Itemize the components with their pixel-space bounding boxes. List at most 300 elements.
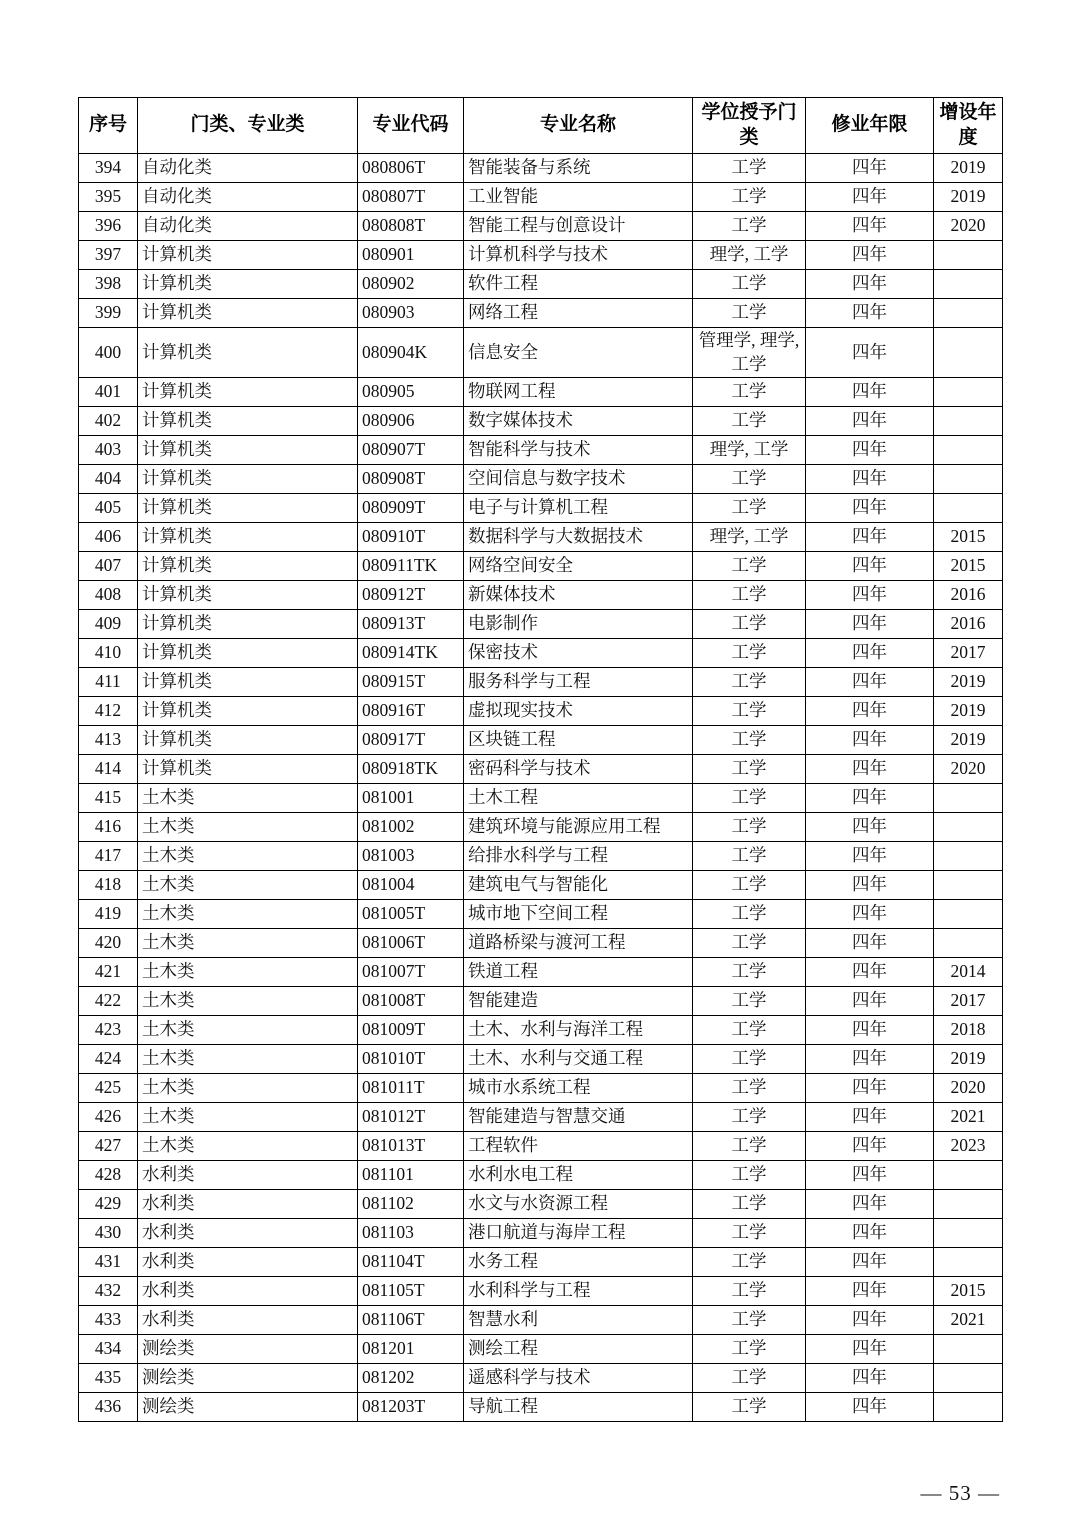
cell-index: 394: [79, 154, 138, 183]
cell-major-name: 空间信息与数字技术: [464, 465, 693, 494]
cell-category: 计算机类: [138, 755, 358, 784]
cell-study-years: 四年: [806, 755, 934, 784]
cell-category: 计算机类: [138, 328, 358, 378]
cell-year-added: 2023: [934, 1132, 1003, 1161]
column-header-index: 序号: [79, 98, 138, 154]
table-row: [79, 1190, 1003, 1219]
cell-major-name: 测绘工程: [464, 1335, 693, 1364]
table-row: [79, 183, 1003, 212]
cell-category: 计算机类: [138, 552, 358, 581]
page-number: — 53 —: [920, 1481, 1000, 1505]
cell-major-code: 080806T: [358, 154, 464, 183]
cell-major-code: 081004: [358, 871, 464, 900]
cell-year-added: 2014: [934, 958, 1003, 987]
cell-major-code: 080901: [358, 241, 464, 270]
cell-degree-category: 工学: [693, 1016, 806, 1045]
cell-study-years: 四年: [806, 1248, 934, 1277]
cell-index: 420: [79, 929, 138, 958]
table-row: [79, 1335, 1003, 1364]
cell-year-added: [934, 871, 1003, 900]
cell-category: 水利类: [138, 1161, 358, 1190]
cell-study-years: 四年: [806, 871, 934, 900]
cell-major-name: 水利水电工程: [464, 1161, 693, 1190]
cell-degree-category: 工学: [693, 1045, 806, 1074]
cell-study-years: 四年: [806, 494, 934, 523]
cell-category: 计算机类: [138, 378, 358, 407]
cell-major-name: 区块链工程: [464, 726, 693, 755]
table-row: [79, 668, 1003, 697]
cell-index: 427: [79, 1132, 138, 1161]
cell-index: 428: [79, 1161, 138, 1190]
cell-category: 土木类: [138, 871, 358, 900]
cell-index: 421: [79, 958, 138, 987]
cell-category: 计算机类: [138, 581, 358, 610]
cell-major-code: 080912T: [358, 581, 464, 610]
cell-degree-category: 管理学, 理学, 工学: [693, 328, 806, 378]
cell-index: 401: [79, 378, 138, 407]
cell-degree-category: 工学: [693, 1306, 806, 1335]
cell-study-years: 四年: [806, 697, 934, 726]
cell-degree-category: 工学: [693, 610, 806, 639]
cell-year-added: 2019: [934, 1045, 1003, 1074]
cell-index: 417: [79, 842, 138, 871]
cell-study-years: 四年: [806, 1393, 934, 1422]
cell-major-name: 智能建造: [464, 987, 693, 1016]
cell-index: 413: [79, 726, 138, 755]
cell-major-code: 080908T: [358, 465, 464, 494]
cell-category: 水利类: [138, 1219, 358, 1248]
table-row: [79, 299, 1003, 328]
cell-study-years: 四年: [806, 842, 934, 871]
cell-category: 水利类: [138, 1277, 358, 1306]
cell-major-name: 道路桥梁与渡河工程: [464, 929, 693, 958]
table-header: [79, 98, 1003, 154]
cell-category: 土木类: [138, 842, 358, 871]
cell-degree-category: 工学: [693, 987, 806, 1016]
cell-year-added: [934, 1364, 1003, 1393]
cell-major-name: 城市水系统工程: [464, 1074, 693, 1103]
cell-index: 396: [79, 212, 138, 241]
table-row: [79, 465, 1003, 494]
cell-year-added: 2015: [934, 523, 1003, 552]
cell-degree-category: 工学: [693, 1190, 806, 1219]
cell-study-years: 四年: [806, 726, 934, 755]
cell-year-added: [934, 299, 1003, 328]
cell-study-years: 四年: [806, 1190, 934, 1219]
cell-degree-category: 工学: [693, 1335, 806, 1364]
cell-degree-category: 工学: [693, 581, 806, 610]
cell-major-code: 080915T: [358, 668, 464, 697]
cell-category: 自动化类: [138, 183, 358, 212]
cell-major-name: 遥感科学与技术: [464, 1364, 693, 1393]
cell-major-code: 080807T: [358, 183, 464, 212]
cell-major-name: 智能装备与系统: [464, 154, 693, 183]
cell-index: 419: [79, 900, 138, 929]
cell-year-added: [934, 241, 1003, 270]
cell-category: 土木类: [138, 1045, 358, 1074]
cell-category: 计算机类: [138, 241, 358, 270]
cell-study-years: 四年: [806, 1335, 934, 1364]
cell-major-name: 虚拟现实技术: [464, 697, 693, 726]
cell-major-code: 081101: [358, 1161, 464, 1190]
table-row: [79, 1248, 1003, 1277]
cell-major-code: 080905: [358, 378, 464, 407]
cell-degree-category: 工学: [693, 1364, 806, 1393]
cell-degree-category: 工学: [693, 1277, 806, 1306]
cell-major-code: 080904K: [358, 328, 464, 378]
cell-year-added: 2019: [934, 668, 1003, 697]
cell-index: 430: [79, 1219, 138, 1248]
cell-major-code: 081104T: [358, 1248, 464, 1277]
cell-degree-category: 工学: [693, 494, 806, 523]
table-row: [79, 842, 1003, 871]
table-row: [79, 755, 1003, 784]
cell-study-years: 四年: [806, 328, 934, 378]
cell-degree-category: 工学: [693, 1132, 806, 1161]
cell-index: 422: [79, 987, 138, 1016]
column-header-degree-category: 学位授予门类: [693, 98, 806, 154]
cell-degree-category: 工学: [693, 299, 806, 328]
cell-category: 自动化类: [138, 154, 358, 183]
cell-category: 土木类: [138, 987, 358, 1016]
table-body: [79, 154, 1003, 1422]
cell-year-added: [934, 784, 1003, 813]
cell-year-added: 2016: [934, 581, 1003, 610]
cell-index: 404: [79, 465, 138, 494]
cell-degree-category: 理学, 工学: [693, 523, 806, 552]
cell-study-years: 四年: [806, 378, 934, 407]
cell-year-added: 2017: [934, 987, 1003, 1016]
cell-degree-category: 工学: [693, 755, 806, 784]
cell-degree-category: 工学: [693, 929, 806, 958]
cell-major-code: 081011T: [358, 1074, 464, 1103]
cell-study-years: 四年: [806, 552, 934, 581]
cell-major-name: 土木工程: [464, 784, 693, 813]
cell-category: 计算机类: [138, 639, 358, 668]
cell-year-added: [934, 436, 1003, 465]
cell-study-years: 四年: [806, 987, 934, 1016]
cell-index: 409: [79, 610, 138, 639]
cell-year-added: [934, 1335, 1003, 1364]
cell-degree-category: 工学: [693, 1103, 806, 1132]
cell-major-code: 081203T: [358, 1393, 464, 1422]
table-row: [79, 784, 1003, 813]
cell-index: 399: [79, 299, 138, 328]
cell-study-years: 四年: [806, 639, 934, 668]
cell-index: 412: [79, 697, 138, 726]
cell-category: 土木类: [138, 900, 358, 929]
cell-degree-category: 工学: [693, 958, 806, 987]
cell-category: 测绘类: [138, 1393, 358, 1422]
cell-degree-category: 工学: [693, 842, 806, 871]
cell-major-name: 建筑环境与能源应用工程: [464, 813, 693, 842]
cell-category: 计算机类: [138, 465, 358, 494]
cell-category: 计算机类: [138, 726, 358, 755]
table-row: [79, 1393, 1003, 1422]
cell-index: 403: [79, 436, 138, 465]
cell-degree-category: 工学: [693, 378, 806, 407]
cell-major-name: 网络工程: [464, 299, 693, 328]
cell-study-years: 四年: [806, 299, 934, 328]
column-header-major-code: 专业代码: [358, 98, 464, 154]
table-row: [79, 1364, 1003, 1393]
cell-index: 402: [79, 407, 138, 436]
cell-study-years: 四年: [806, 1306, 934, 1335]
cell-study-years: 四年: [806, 929, 934, 958]
table-row: [79, 1045, 1003, 1074]
cell-major-name: 导航工程: [464, 1393, 693, 1422]
table-row: [79, 1277, 1003, 1306]
table-row: [79, 639, 1003, 668]
cell-category: 水利类: [138, 1248, 358, 1277]
cell-major-name: 数字媒体技术: [464, 407, 693, 436]
cell-major-name: 智慧水利: [464, 1306, 693, 1335]
cell-index: 410: [79, 639, 138, 668]
table-row: [79, 813, 1003, 842]
table-row: [79, 1016, 1003, 1045]
cell-major-name: 土木、水利与海洋工程: [464, 1016, 693, 1045]
table-row: [79, 212, 1003, 241]
cell-study-years: 四年: [806, 581, 934, 610]
cell-index: 405: [79, 494, 138, 523]
cell-study-years: 四年: [806, 1132, 934, 1161]
cell-index: 416: [79, 813, 138, 842]
cell-degree-category: 工学: [693, 1248, 806, 1277]
table-row: [79, 1132, 1003, 1161]
cell-year-added: 2020: [934, 755, 1003, 784]
cell-major-name: 给排水科学与工程: [464, 842, 693, 871]
cell-category: 测绘类: [138, 1364, 358, 1393]
cell-year-added: 2016: [934, 610, 1003, 639]
cell-year-added: [934, 465, 1003, 494]
cell-study-years: 四年: [806, 900, 934, 929]
cell-major-name: 土木、水利与交通工程: [464, 1045, 693, 1074]
cell-degree-category: 工学: [693, 154, 806, 183]
cell-category: 计算机类: [138, 270, 358, 299]
cell-degree-category: 理学, 工学: [693, 436, 806, 465]
cell-category: 土木类: [138, 958, 358, 987]
cell-degree-category: 工学: [693, 1074, 806, 1103]
cell-index: 411: [79, 668, 138, 697]
cell-year-added: [934, 270, 1003, 299]
cell-major-code: 081007T: [358, 958, 464, 987]
cell-year-added: [934, 929, 1003, 958]
cell-major-code: 081202: [358, 1364, 464, 1393]
cell-year-added: [934, 1393, 1003, 1422]
cell-year-added: [934, 900, 1003, 929]
cell-study-years: 四年: [806, 183, 934, 212]
table-row: [79, 871, 1003, 900]
cell-major-code: 080913T: [358, 610, 464, 639]
cell-category: 计算机类: [138, 523, 358, 552]
cell-index: 424: [79, 1045, 138, 1074]
cell-major-code: 081010T: [358, 1045, 464, 1074]
cell-major-code: 081009T: [358, 1016, 464, 1045]
cell-degree-category: 工学: [693, 1393, 806, 1422]
cell-index: 395: [79, 183, 138, 212]
cell-degree-category: 工学: [693, 871, 806, 900]
cell-major-name: 工业智能: [464, 183, 693, 212]
cell-year-added: 2019: [934, 154, 1003, 183]
cell-category: 计算机类: [138, 436, 358, 465]
cell-index: 423: [79, 1016, 138, 1045]
cell-major-code: 080911TK: [358, 552, 464, 581]
cell-major-name: 智能建造与智慧交通: [464, 1103, 693, 1132]
cell-major-code: 081003: [358, 842, 464, 871]
cell-study-years: 四年: [806, 813, 934, 842]
cell-index: 436: [79, 1393, 138, 1422]
cell-year-added: 2018: [934, 1016, 1003, 1045]
cell-year-added: [934, 328, 1003, 378]
cell-major-name: 物联网工程: [464, 378, 693, 407]
cell-index: 414: [79, 755, 138, 784]
cell-major-name: 保密技术: [464, 639, 693, 668]
table-row: [79, 552, 1003, 581]
table-row: [79, 726, 1003, 755]
cell-study-years: 四年: [806, 270, 934, 299]
cell-major-name: 信息安全: [464, 328, 693, 378]
cell-degree-category: 理学, 工学: [693, 241, 806, 270]
table-row: [79, 328, 1003, 378]
column-header-major-name: 专业名称: [464, 98, 693, 154]
cell-category: 土木类: [138, 813, 358, 842]
cell-year-added: [934, 494, 1003, 523]
cell-index: 429: [79, 1190, 138, 1219]
cell-year-added: 2019: [934, 726, 1003, 755]
cell-year-added: 2020: [934, 1074, 1003, 1103]
cell-study-years: 四年: [806, 668, 934, 697]
cell-year-added: [934, 842, 1003, 871]
cell-category: 计算机类: [138, 299, 358, 328]
cell-degree-category: 工学: [693, 552, 806, 581]
cell-major-code: 081106T: [358, 1306, 464, 1335]
cell-index: 432: [79, 1277, 138, 1306]
cell-category: 自动化类: [138, 212, 358, 241]
cell-major-code: 080918TK: [358, 755, 464, 784]
cell-major-code: 080916T: [358, 697, 464, 726]
cell-major-name: 铁道工程: [464, 958, 693, 987]
cell-degree-category: 工学: [693, 1219, 806, 1248]
cell-degree-category: 工学: [693, 270, 806, 299]
cell-degree-category: 工学: [693, 813, 806, 842]
cell-year-added: 2019: [934, 697, 1003, 726]
cell-index: 415: [79, 784, 138, 813]
cell-degree-category: 工学: [693, 784, 806, 813]
cell-category: 计算机类: [138, 668, 358, 697]
column-header-study-years: 修业年限: [806, 98, 934, 154]
cell-study-years: 四年: [806, 523, 934, 552]
majors-catalog-table: [78, 97, 1003, 1422]
cell-major-code: 080914TK: [358, 639, 464, 668]
cell-major-code: 081201: [358, 1335, 464, 1364]
table-row: [79, 958, 1003, 987]
cell-major-code: 080808T: [358, 212, 464, 241]
cell-index: 408: [79, 581, 138, 610]
cell-study-years: 四年: [806, 154, 934, 183]
column-header-category: 门类、专业类: [138, 98, 358, 154]
cell-major-code: 081105T: [358, 1277, 464, 1306]
cell-degree-category: 工学: [693, 212, 806, 241]
cell-major-name: 工程软件: [464, 1132, 693, 1161]
cell-major-code: 080910T: [358, 523, 464, 552]
cell-category: 计算机类: [138, 697, 358, 726]
cell-category: 土木类: [138, 1132, 358, 1161]
cell-index: 434: [79, 1335, 138, 1364]
table-row: [79, 1161, 1003, 1190]
table-row: [79, 1306, 1003, 1335]
cell-major-name: 智能工程与创意设计: [464, 212, 693, 241]
cell-degree-category: 工学: [693, 726, 806, 755]
cell-major-name: 密码科学与技术: [464, 755, 693, 784]
cell-major-code: 081001: [358, 784, 464, 813]
cell-category: 计算机类: [138, 610, 358, 639]
cell-study-years: 四年: [806, 212, 934, 241]
cell-major-code: 081006T: [358, 929, 464, 958]
cell-index: 407: [79, 552, 138, 581]
cell-study-years: 四年: [806, 1219, 934, 1248]
table-row: [79, 523, 1003, 552]
table-row: [79, 610, 1003, 639]
cell-index: 425: [79, 1074, 138, 1103]
cell-index: 418: [79, 871, 138, 900]
cell-year-added: 2021: [934, 1103, 1003, 1132]
cell-year-added: 2021: [934, 1306, 1003, 1335]
cell-major-code: 080903: [358, 299, 464, 328]
cell-study-years: 四年: [806, 1364, 934, 1393]
column-header-year-added: 增设年度: [934, 98, 1003, 154]
cell-index: 431: [79, 1248, 138, 1277]
cell-major-name: 港口航道与海岸工程: [464, 1219, 693, 1248]
cell-major-name: 电子与计算机工程: [464, 494, 693, 523]
cell-category: 土木类: [138, 1074, 358, 1103]
cell-index: 406: [79, 523, 138, 552]
cell-study-years: 四年: [806, 436, 934, 465]
table-row: [79, 494, 1003, 523]
cell-year-added: [934, 1161, 1003, 1190]
table-row: [79, 1103, 1003, 1132]
table-row: [79, 436, 1003, 465]
cell-major-code: 081102: [358, 1190, 464, 1219]
cell-category: 水利类: [138, 1306, 358, 1335]
cell-major-name: 服务科学与工程: [464, 668, 693, 697]
cell-study-years: 四年: [806, 610, 934, 639]
cell-index: 398: [79, 270, 138, 299]
cell-major-name: 水利科学与工程: [464, 1277, 693, 1306]
cell-major-code: 081013T: [358, 1132, 464, 1161]
cell-degree-category: 工学: [693, 639, 806, 668]
cell-category: 土木类: [138, 784, 358, 813]
cell-study-years: 四年: [806, 1074, 934, 1103]
cell-index: 400: [79, 328, 138, 378]
cell-degree-category: 工学: [693, 183, 806, 212]
table-row: [79, 697, 1003, 726]
cell-study-years: 四年: [806, 241, 934, 270]
cell-major-name: 智能科学与技术: [464, 436, 693, 465]
table-row: [79, 378, 1003, 407]
cell-study-years: 四年: [806, 1016, 934, 1045]
table-row: [79, 581, 1003, 610]
cell-degree-category: 工学: [693, 668, 806, 697]
cell-category: 土木类: [138, 1016, 358, 1045]
cell-major-name: 新媒体技术: [464, 581, 693, 610]
cell-year-added: 2019: [934, 183, 1003, 212]
cell-major-code: 081008T: [358, 987, 464, 1016]
cell-major-name: 电影制作: [464, 610, 693, 639]
cell-major-name: 城市地下空间工程: [464, 900, 693, 929]
cell-year-added: [934, 1190, 1003, 1219]
cell-study-years: 四年: [806, 465, 934, 494]
cell-year-added: [934, 813, 1003, 842]
